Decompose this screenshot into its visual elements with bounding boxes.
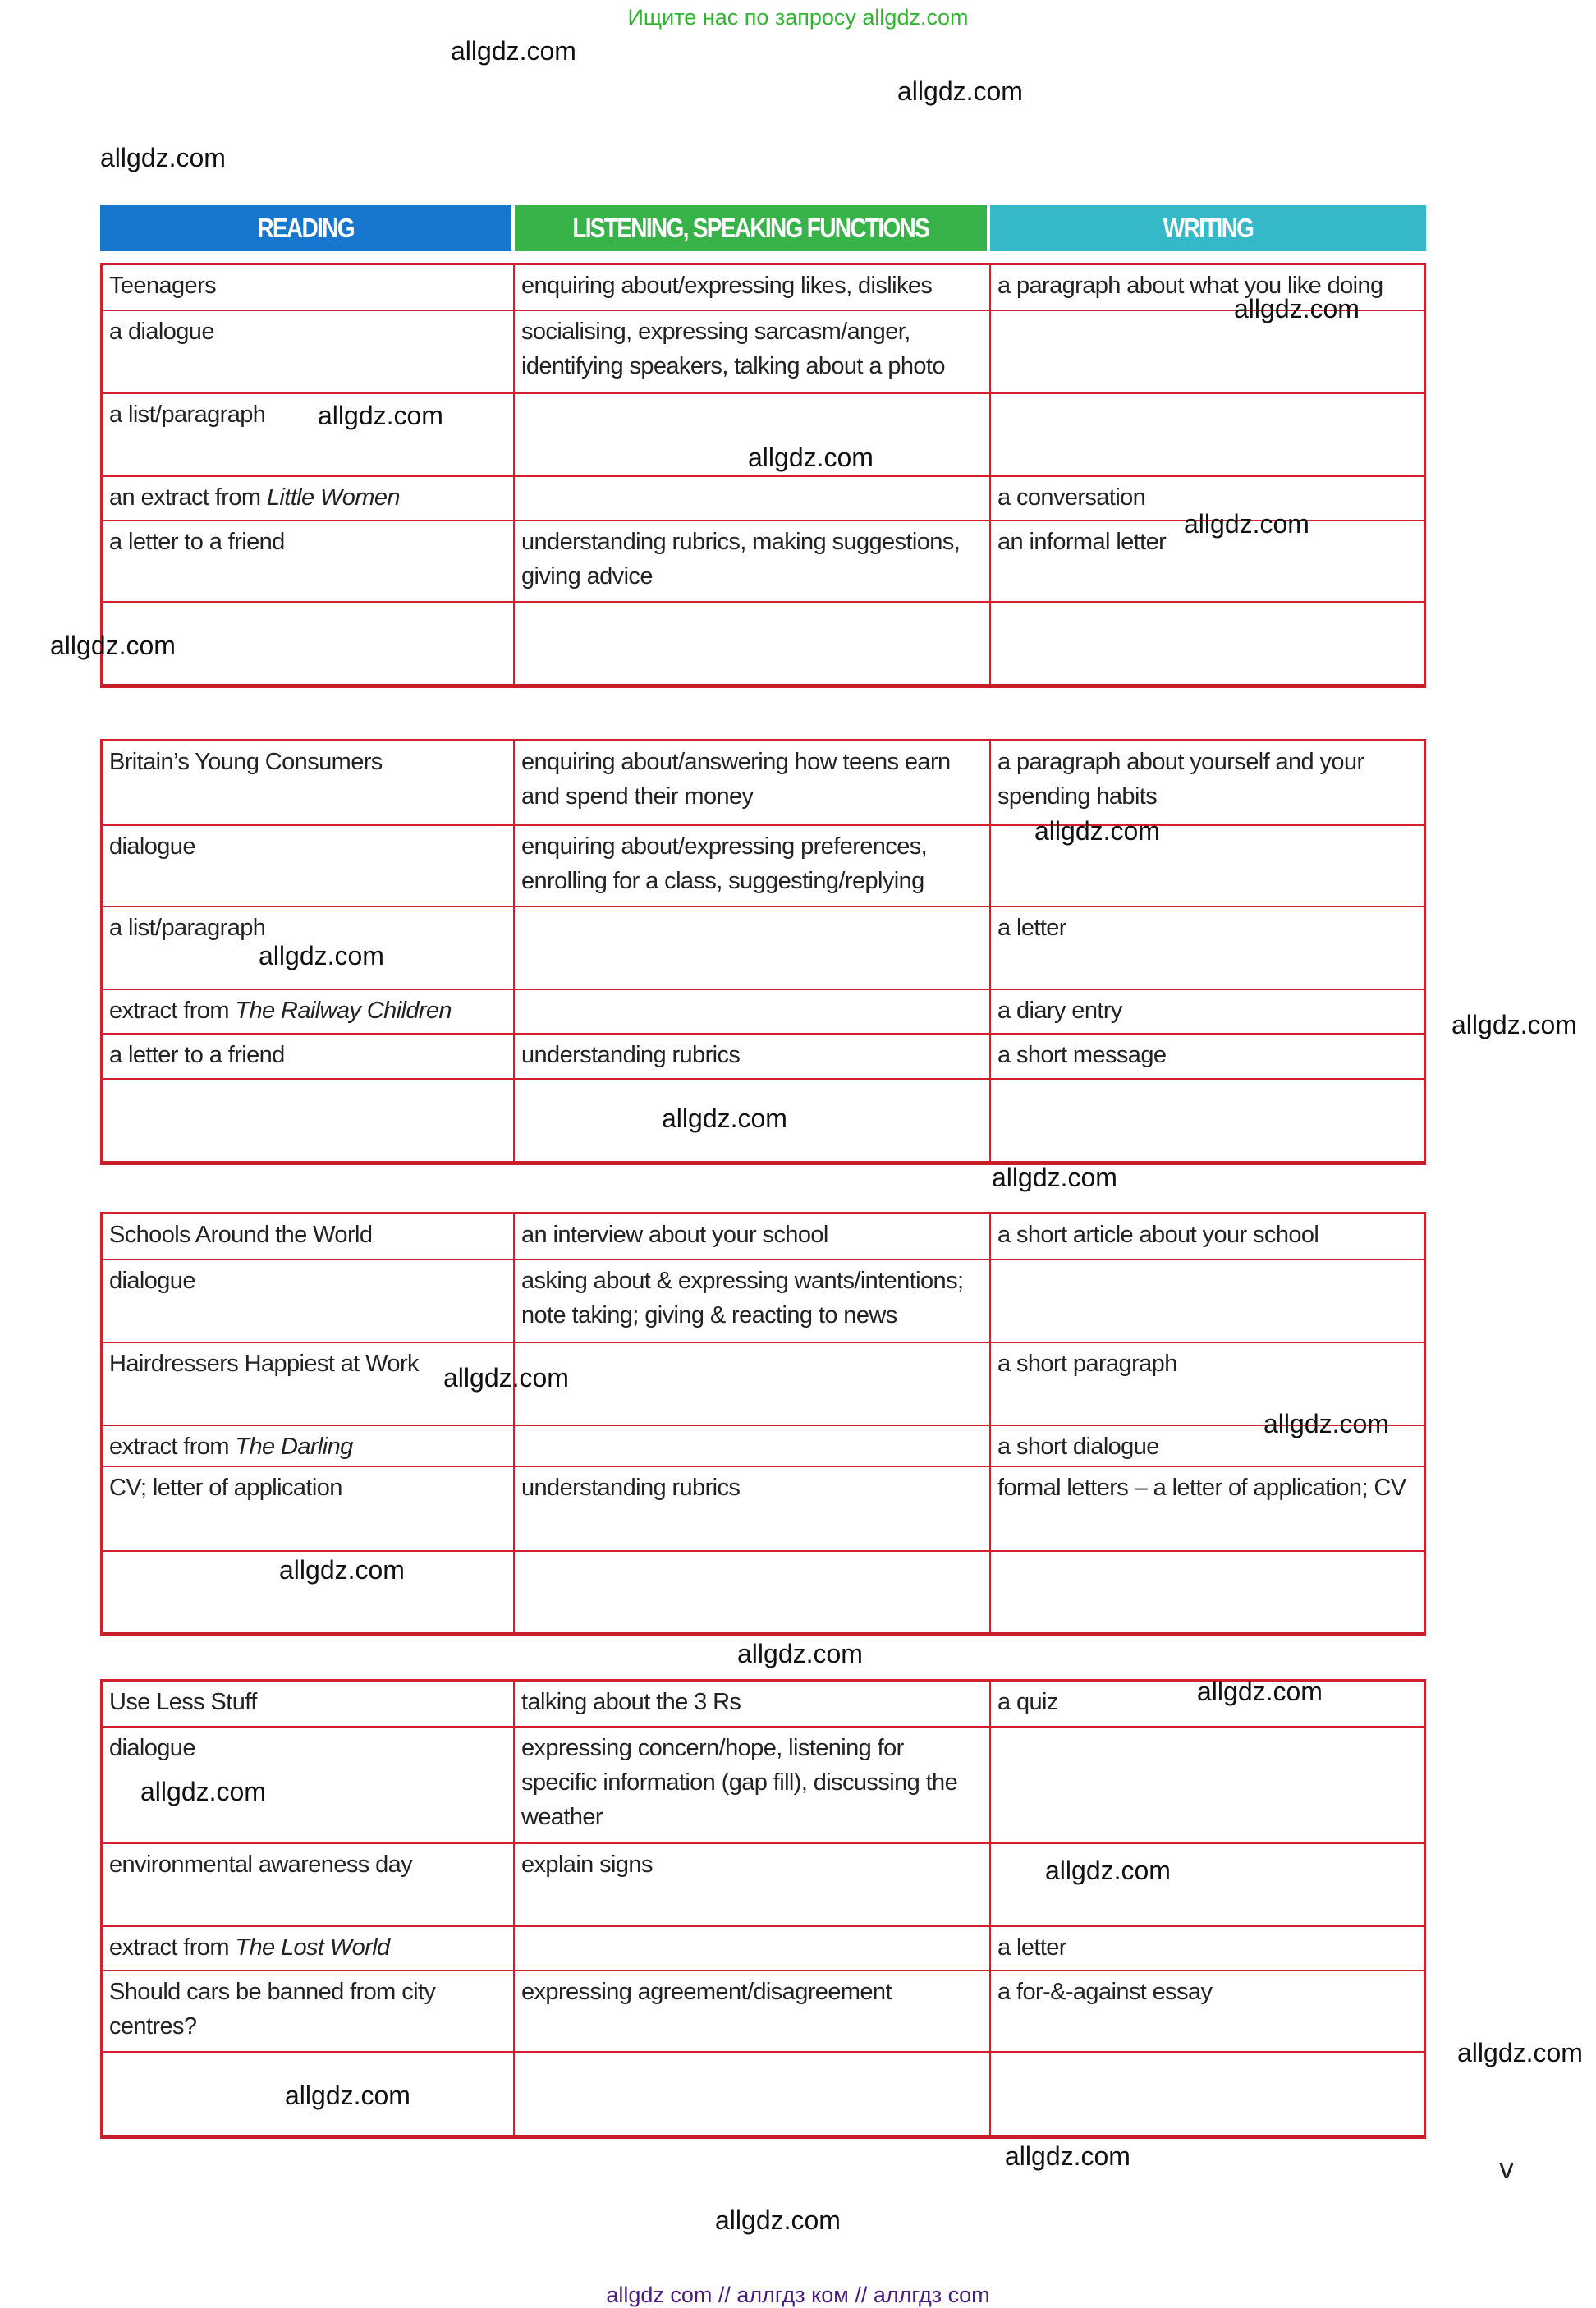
cell-listening-speaking (515, 2053, 991, 2135)
table-row (103, 1970, 1424, 2051)
cell-text: a short dialogue (998, 1434, 1159, 1460)
cell-text: a list/paragraph (109, 401, 266, 428)
cell-text: a paragraph about yourself and your spending habits (998, 749, 1364, 810)
cell-text: an informal letter (998, 529, 1167, 555)
cell-reading (103, 741, 515, 824)
watermark-text: allgdz.com (737, 1639, 863, 1668)
cell-text: dialogue (109, 1735, 195, 1761)
watermark-text: allgdz.com (715, 2205, 841, 2235)
cell-writing (991, 1260, 1424, 1342)
cell-title-italic: The Lost World (235, 1934, 390, 1961)
cell-listening-speaking (515, 1260, 991, 1342)
cell-writing (991, 1035, 1424, 1078)
cell-text: understanding rubrics, making suggestions, giving advice (521, 529, 961, 590)
table-row (103, 310, 1424, 392)
watermark-text: allgdz.com (1034, 816, 1160, 846)
cell-listening-speaking (515, 477, 991, 520)
cell-text: an interview about your school (521, 1222, 828, 1248)
cell-text: understanding rubrics (521, 1042, 741, 1068)
v-mark: v (1499, 2151, 1514, 2185)
header-reading (100, 205, 511, 251)
cell-text: enquiring about/expressing preferences, enrolling for a class, suggesting/replying (521, 833, 928, 894)
cell-text: a conversation (998, 484, 1146, 511)
cell-listening-speaking (515, 741, 991, 824)
watermark-text: allgdz.com (897, 76, 1023, 106)
watermark-text: allgdz.com (140, 1777, 266, 1806)
cell-reading (103, 1214, 515, 1259)
watermark-text: allgdz.com (259, 941, 384, 970)
watermark-text: allgdz.com (318, 401, 443, 430)
cell-text: CV; letter of application (109, 1475, 342, 1501)
cell-reading (103, 1260, 515, 1342)
table-row (103, 1259, 1424, 1342)
cell-text: a diary entry (998, 998, 1122, 1024)
watermark-text: allgdz.com (1005, 2141, 1130, 2171)
cell-text: expressing agreement/disagreement (521, 1979, 892, 2005)
cell-text: environmental awareness day (109, 1851, 413, 1878)
cell-listening-speaking (515, 1343, 991, 1425)
cell-listening-speaking (515, 1927, 991, 1970)
cell-text: an extract from (109, 484, 267, 511)
cell-listening-speaking (515, 1844, 991, 1925)
cell-writing (991, 907, 1424, 989)
cell-text: a short message (998, 1042, 1167, 1068)
table-row (103, 1925, 1424, 1970)
cell-writing (991, 1971, 1424, 2051)
cell-text: a list/paragraph (109, 915, 266, 941)
cell-text: a short article about your school (998, 1222, 1319, 1248)
cell-text: extract from (109, 1934, 236, 1961)
cell-text: formal letters – a letter of application; CV (998, 1475, 1406, 1501)
cell-text: a letter (998, 915, 1066, 941)
cell-reading (103, 1426, 515, 1466)
cell-text: socialising, expressing sarcasm/anger, identifying speakers, talking about a photo (521, 319, 945, 379)
table-row (103, 1842, 1424, 1925)
cell-text: dialogue (109, 833, 195, 860)
cell-text: a quiz (998, 1689, 1058, 1715)
cell-reading (103, 1080, 515, 1161)
unit-table-4 (100, 1679, 1426, 2139)
search-hint-text: Ищите нас по запросу allgdz.com (627, 5, 969, 30)
cell-text: extract from (109, 1434, 236, 1460)
cell-reading (103, 1971, 515, 2051)
cell-text: dialogue (109, 1268, 195, 1294)
cell-text: Schools Around the World (109, 1222, 373, 1248)
table-row (103, 265, 1424, 310)
cell-text: Should cars be banned from city centres? (109, 1979, 436, 2040)
cell-reading (103, 311, 515, 392)
watermark-text: allgdz.com (1457, 2038, 1583, 2067)
watermark-text: allgdz.com (748, 443, 874, 472)
cell-listening-speaking (515, 1552, 991, 1632)
cell-text: extract from (109, 998, 236, 1024)
cell-text: enquiring about/expressing likes, dislikes (521, 273, 933, 299)
cell-listening-speaking (515, 521, 991, 601)
cell-listening-speaking (515, 1214, 991, 1259)
watermark-text: allgdz.com (1045, 1856, 1171, 1885)
cell-text: a short paragraph (998, 1351, 1177, 1377)
watermark-text: allgdz.com (285, 2081, 410, 2110)
cell-text: a letter to a friend (109, 1042, 285, 1068)
cell-reading (103, 1927, 515, 1970)
table-row (103, 989, 1424, 1033)
cell-text: a letter (998, 1934, 1066, 1961)
table-row (103, 741, 1424, 824)
cell-reading (103, 521, 515, 601)
cell-text: expressing concern/hope, listening for specific information (gap fill), discussing the weather (521, 1735, 958, 1830)
cell-text: a letter to a friend (109, 529, 285, 555)
cell-writing (991, 1728, 1424, 1842)
cell-reading (103, 1682, 515, 1726)
cell-listening-speaking (515, 265, 991, 310)
watermark-text: allgdz.com (451, 36, 576, 66)
cell-text: Use Less Stuff (109, 1689, 257, 1715)
cell-listening-speaking (515, 1467, 991, 1550)
cell-writing (991, 603, 1424, 684)
table-row (103, 601, 1424, 684)
cell-writing (991, 990, 1424, 1033)
header-reading-label: READING (257, 213, 355, 243)
watermark-text: allgdz.com (1264, 1409, 1389, 1438)
header-writing-label: WRITING (1163, 213, 1254, 243)
cell-title-italic: The Darling (235, 1434, 353, 1460)
cell-listening-speaking (515, 907, 991, 989)
cell-text: a for-&-against essay (998, 1979, 1213, 2005)
cell-text: enquiring about/answering how teens earn and spend their money (521, 749, 951, 810)
cell-text: Hairdressers Happiest at Work (109, 1351, 419, 1377)
cell-text: Britain’s Young Consumers (109, 749, 383, 775)
bottom-links[interactable]: allgdz com // аллгдз ком // аллгдз com (606, 2283, 990, 2307)
cell-writing (991, 2053, 1424, 2135)
cell-listening-speaking (515, 990, 991, 1033)
watermark-text: allgdz.com (50, 631, 176, 660)
cell-text: explain signs (521, 1851, 653, 1878)
cell-listening-speaking (515, 311, 991, 392)
watermark-text: allgdz.com (443, 1363, 569, 1393)
unit-table-1 (100, 263, 1426, 688)
cell-text: asking about & expressing wants/intentions; note taking; giving & reacting to news (521, 1268, 964, 1328)
cell-listening-speaking (515, 826, 991, 906)
cell-reading (103, 1467, 515, 1550)
cell-reading (103, 477, 515, 520)
cell-reading (103, 990, 515, 1033)
cell-title-italic: Little Women (266, 484, 400, 511)
table-row (103, 824, 1424, 906)
cell-text: Teenagers (109, 273, 217, 299)
header-writing (990, 205, 1426, 251)
cell-listening-speaking (515, 1035, 991, 1078)
cell-listening-speaking (515, 1682, 991, 1726)
cell-listening-speaking (515, 1728, 991, 1842)
cell-writing (991, 1552, 1424, 1632)
header-listening-speaking (515, 205, 987, 251)
table-row (103, 1466, 1424, 1550)
cell-title-italic: The Railway Children (235, 998, 452, 1024)
cell-text: a dialogue (109, 319, 214, 345)
cell-text: talking about the 3 Rs (521, 1689, 741, 1715)
watermark-text: allgdz.com (1197, 1677, 1323, 1706)
table-row (103, 1033, 1424, 1078)
table-row (103, 1214, 1424, 1259)
cell-writing (991, 394, 1424, 475)
watermark-text: allgdz.com (1184, 509, 1309, 539)
cell-text: a paragraph about what you like doing (998, 273, 1383, 299)
cell-writing (991, 741, 1424, 824)
cell-listening-speaking (515, 1426, 991, 1466)
cell-writing (991, 1214, 1424, 1259)
header-listening-label: LISTENING, SPEAKING FUNCTIONS (572, 213, 929, 243)
cell-writing (991, 1080, 1424, 1161)
cell-writing (991, 1467, 1424, 1550)
cell-writing (991, 1927, 1424, 1970)
cell-reading (103, 1035, 515, 1078)
cell-listening-speaking (515, 1971, 991, 2051)
table-header (100, 205, 1426, 251)
watermark-text: allgdz.com (100, 143, 226, 172)
cell-text: understanding rubrics (521, 1475, 741, 1501)
table-row (103, 1726, 1424, 1842)
watermark-text: allgdz.com (992, 1163, 1117, 1192)
table-row (103, 1425, 1424, 1466)
watermark-text: allgdz.com (662, 1104, 787, 1133)
watermark-text: allgdz.com (1234, 294, 1360, 323)
watermark-text: allgdz.com (1452, 1010, 1577, 1039)
cell-reading (103, 1844, 515, 1925)
cell-reading (103, 826, 515, 906)
cell-listening-speaking (515, 603, 991, 684)
watermark-text: allgdz.com (279, 1555, 405, 1585)
table-row (103, 1342, 1424, 1425)
cell-reading (103, 394, 515, 475)
cell-reading (103, 265, 515, 310)
